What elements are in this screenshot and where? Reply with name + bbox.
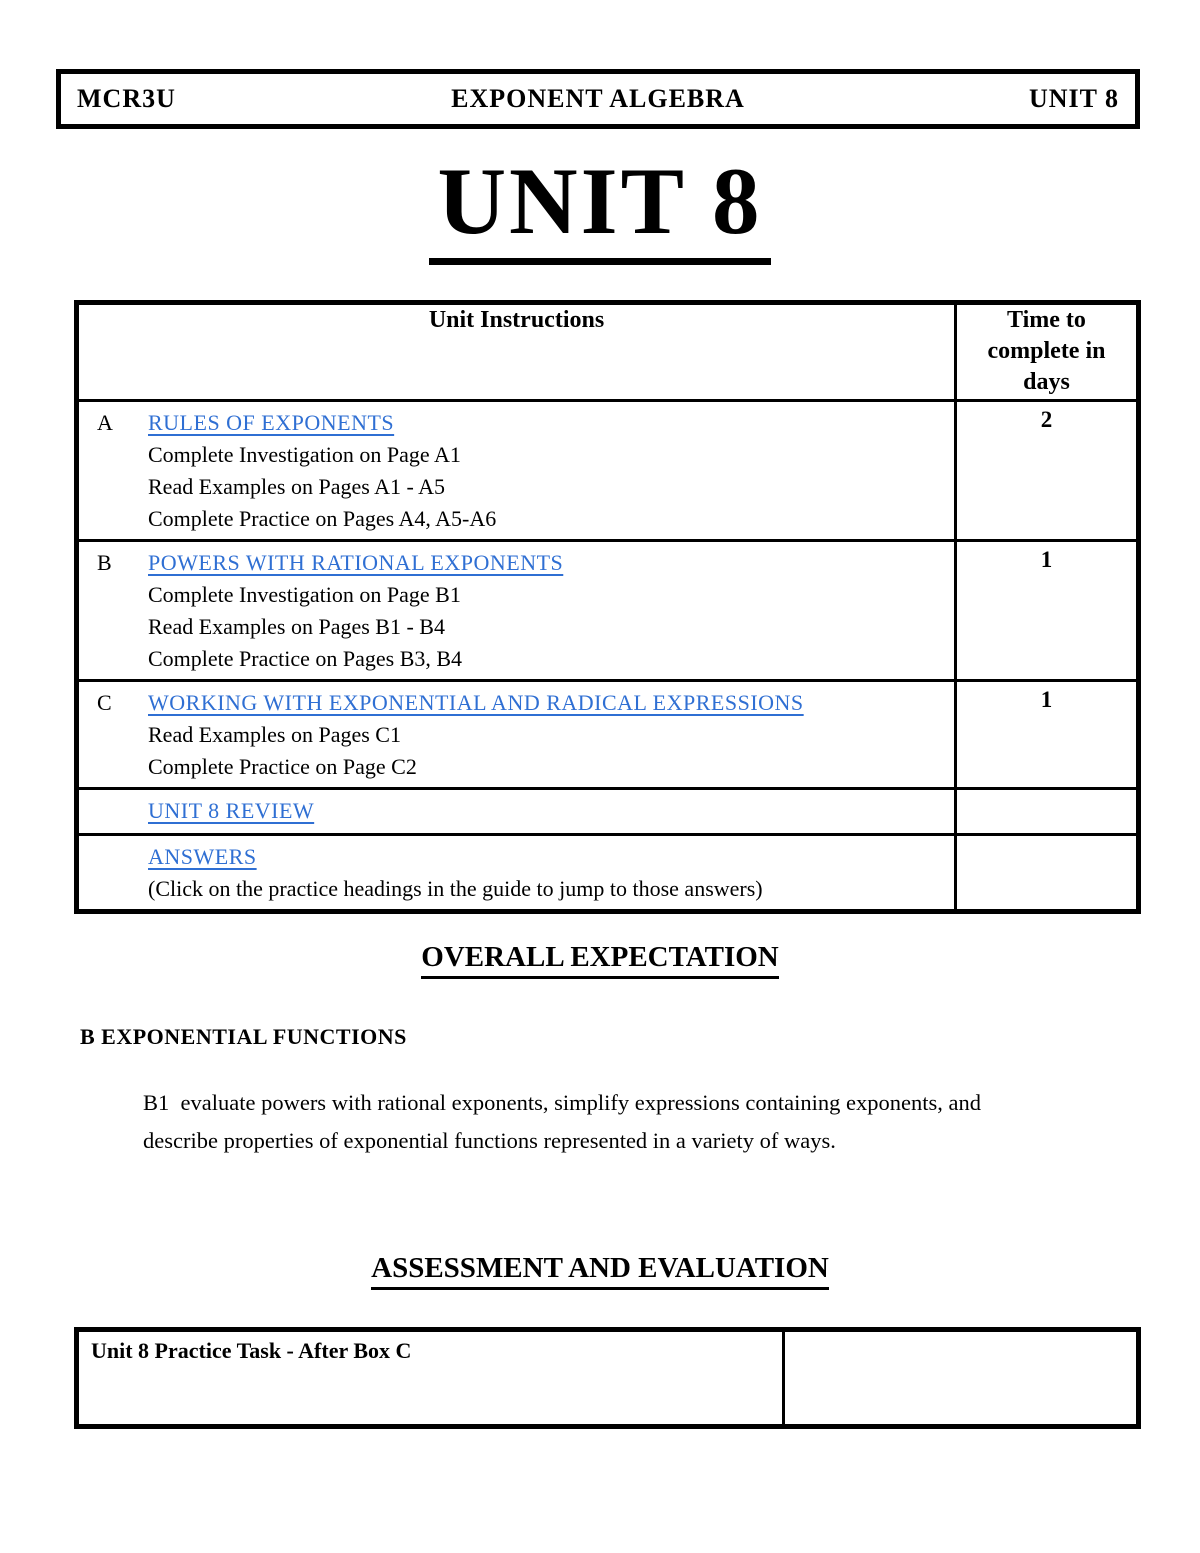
practice-task-cell: Unit 8 Practice Task - After Box C bbox=[77, 1330, 784, 1427]
overall-expectation-heading: OVERALL EXPECTATION bbox=[421, 941, 778, 979]
row-b-label: B bbox=[97, 549, 112, 575]
link-unit-8-review[interactable]: UNIT 8 REVIEW bbox=[148, 797, 315, 823]
row-answers-cell bbox=[77, 834, 956, 911]
assessment-heading: ASSESSMENT AND EVALUATION bbox=[371, 1252, 829, 1290]
instruction-line: Complete Practice on Pages B3, B4 bbox=[148, 645, 463, 671]
row-b-days-cell: 1 bbox=[956, 540, 1139, 680]
unit-instructions-table bbox=[74, 300, 1141, 914]
row-a-label: A bbox=[97, 409, 113, 435]
strand-heading: B EXPONENTIAL FUNCTIONS bbox=[80, 1024, 407, 1049]
assessment-table-row bbox=[77, 1330, 1139, 1427]
assessment-table bbox=[74, 1327, 1141, 1429]
answers-note-line: (Click on the practice headings in the guide to jump to those answers) bbox=[148, 875, 763, 901]
col-header-time-to-complete: Time to complete in days bbox=[956, 303, 1139, 401]
row-c-instructions-cell bbox=[77, 680, 956, 788]
instruction-line: Read Examples on Pages B1 - B4 bbox=[148, 613, 445, 639]
col-header-unit-instructions: Unit Instructions bbox=[77, 303, 956, 401]
page-title: UNIT 8 bbox=[429, 152, 770, 265]
overall-expectation-heading-wrap bbox=[0, 941, 1200, 979]
practice-task-value-cell bbox=[784, 1330, 1139, 1427]
page-header-bar bbox=[56, 69, 1140, 129]
instruction-line: Complete Practice on Page C2 bbox=[148, 753, 417, 779]
table-row-answers bbox=[77, 834, 1139, 911]
instruction-line: Complete Investigation on Page B1 bbox=[148, 581, 461, 607]
table-row-review bbox=[77, 788, 1139, 834]
table-row-b bbox=[77, 540, 1139, 680]
row-answers-days-cell bbox=[956, 834, 1139, 911]
assessment-heading-wrap bbox=[0, 1252, 1200, 1290]
link-answers[interactable]: ANSWERS bbox=[148, 843, 257, 869]
instruction-line: Read Examples on Pages C1 bbox=[148, 721, 401, 747]
row-a-instructions-cell bbox=[77, 400, 956, 540]
instruction-line: Complete Practice on Pages A4, A5-A6 bbox=[148, 505, 497, 531]
row-c-label: C bbox=[97, 689, 112, 715]
row-b-instructions-cell bbox=[77, 540, 956, 680]
table-header-row bbox=[77, 303, 1139, 401]
row-a-days-cell: 2 bbox=[956, 400, 1139, 540]
link-working-with-exponential-and-radical-expressions[interactable]: WORKING WITH EXPONENTIAL AND RADICAL EXPRESSIONS bbox=[148, 689, 804, 715]
table-row-c bbox=[77, 680, 1139, 788]
expectation-b1-paragraph: B1 evaluate powers with rational exponents, simplify expressions containing exponents, and describe properties of exponential functions represented in a variety of ways. bbox=[143, 1090, 987, 1153]
header-course-code: MCR3U bbox=[77, 84, 176, 113]
link-powers-with-rational-exponents[interactable]: POWERS WITH RATIONAL EXPONENTS bbox=[148, 549, 564, 575]
instruction-line: Complete Investigation on Page A1 bbox=[148, 441, 461, 467]
row-c-days-cell: 1 bbox=[956, 680, 1139, 788]
row-answers-label bbox=[97, 841, 148, 905]
header-unit-number: UNIT 8 bbox=[1028, 84, 1119, 113]
link-rules-of-exponents[interactable]: RULES OF EXPONENTS bbox=[148, 409, 395, 435]
table-row-a bbox=[77, 400, 1139, 540]
row-review-days-cell bbox=[956, 788, 1139, 834]
instruction-line: Read Examples on Pages A1 - A5 bbox=[148, 473, 445, 499]
header-unit-title: EXPONENT ALGEBRA bbox=[451, 84, 745, 113]
row-review-cell bbox=[77, 788, 956, 834]
title-container bbox=[0, 148, 1200, 265]
row-review-label bbox=[97, 795, 148, 827]
